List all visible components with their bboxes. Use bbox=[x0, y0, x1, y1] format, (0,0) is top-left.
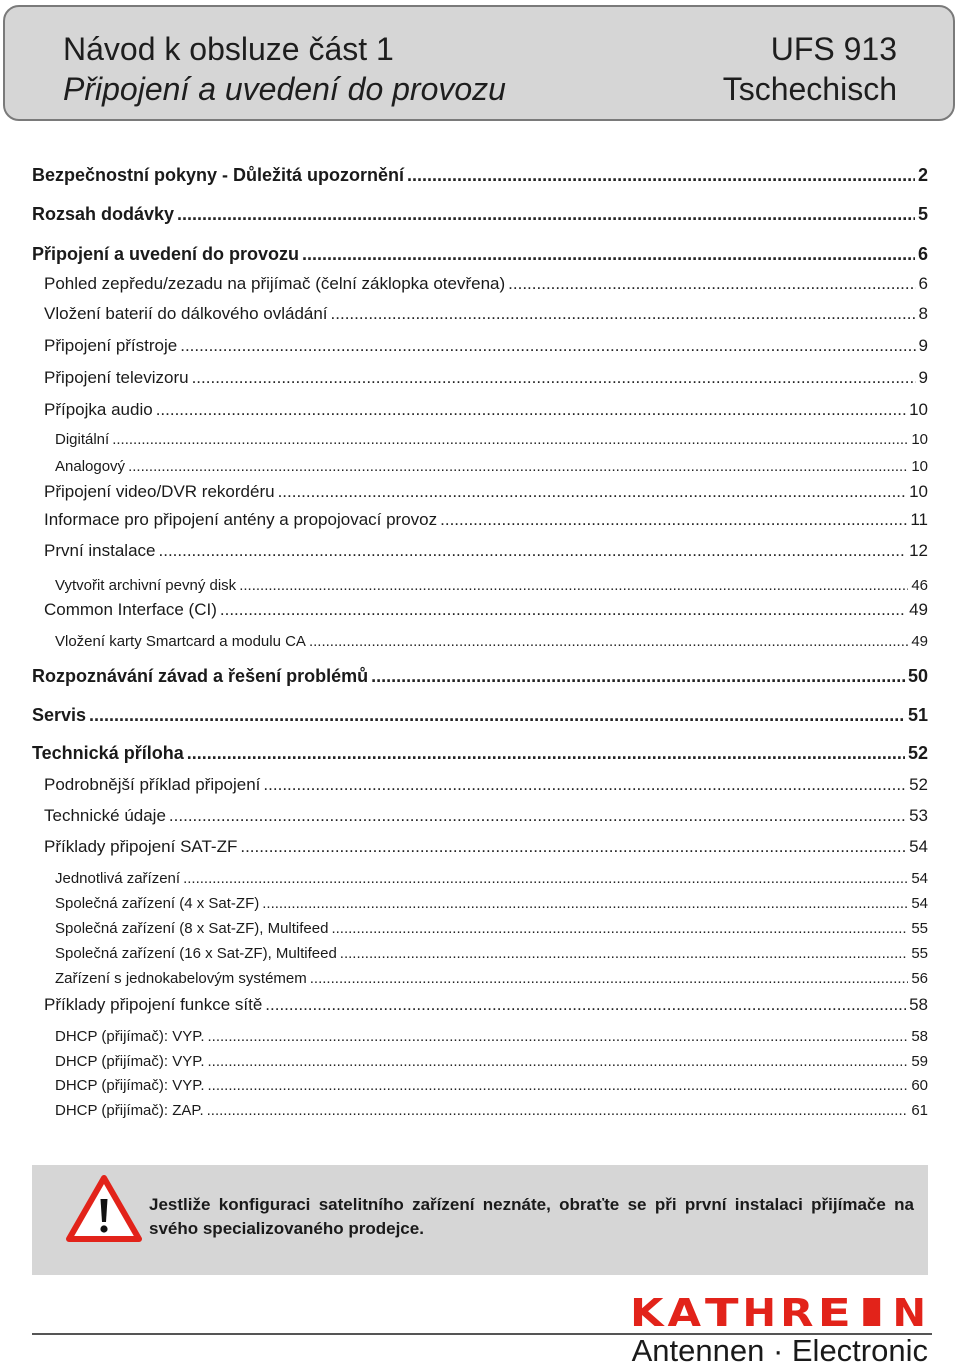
model-name: UFS 913 bbox=[770, 31, 897, 67]
language-label: Tschechisch bbox=[722, 71, 897, 107]
kathrein-logo-letters bbox=[630, 1296, 926, 1328]
toc-leader-dots bbox=[207, 1077, 908, 1094]
toc-entry[interactable] bbox=[32, 204, 928, 225]
toc-entry-title: Příklady připojení funkce sítě bbox=[44, 995, 263, 1014]
toc-entry-title: DHCP (přijímač): VYP. bbox=[55, 1028, 205, 1045]
toc-entry-title: Společná zařízení (8 x Sat-ZF), Multifeed bbox=[55, 920, 329, 937]
toc-entry-page: 56 bbox=[911, 970, 928, 987]
toc-entry-title: Vložení baterií do dálkového ovládání bbox=[44, 304, 328, 323]
toc-entry-page: 58 bbox=[911, 1028, 928, 1045]
toc-entry-title: Analogový bbox=[55, 458, 126, 475]
toc-entry[interactable] bbox=[32, 336, 928, 356]
toc-entry[interactable] bbox=[32, 541, 928, 561]
toc-leader-dots bbox=[207, 1028, 908, 1045]
toc-leader-dots bbox=[239, 577, 908, 594]
logo-letter: H bbox=[742, 1296, 777, 1328]
toc-entry-title: Digitální bbox=[55, 431, 110, 448]
toc-leader-dots bbox=[156, 400, 906, 420]
toc-leader-dots bbox=[310, 970, 909, 987]
logo-letter: E bbox=[817, 1296, 852, 1328]
toc-entry[interactable] bbox=[32, 705, 928, 726]
toc-entry[interactable] bbox=[32, 1053, 928, 1070]
toc-leader-dots bbox=[331, 304, 916, 324]
toc-entry-title: Technické údaje bbox=[44, 806, 166, 825]
logo-letter: N bbox=[892, 1296, 927, 1328]
kathrein-logo bbox=[628, 1296, 928, 1328]
toc-leader-dots bbox=[183, 870, 908, 887]
toc-leader-dots bbox=[263, 775, 906, 795]
toc-entry-page: 60 bbox=[911, 1077, 928, 1094]
toc-entry[interactable] bbox=[32, 577, 928, 594]
toc-entry[interactable] bbox=[32, 600, 928, 620]
toc-entry-title: Vložení karty Smartcard a modulu CA bbox=[55, 633, 306, 650]
toc-leader-dots bbox=[187, 743, 905, 764]
toc-leader-dots bbox=[220, 600, 906, 620]
toc-leader-dots bbox=[207, 1102, 909, 1119]
toc-entry[interactable] bbox=[32, 775, 928, 795]
toc-entry-page: 52 bbox=[907, 743, 928, 763]
toc-leader-dots bbox=[169, 806, 906, 826]
toc-entry-page: 2 bbox=[917, 165, 928, 185]
toc-entry-page: 52 bbox=[909, 775, 928, 794]
toc-leader-dots bbox=[159, 541, 907, 561]
toc-entry[interactable] bbox=[32, 368, 928, 388]
toc-entry-page: 6 bbox=[917, 244, 928, 264]
toc-entry-page: 8 bbox=[918, 304, 928, 323]
warning-triangle-icon bbox=[66, 1175, 142, 1243]
toc-entry[interactable] bbox=[32, 482, 928, 502]
toc-entry-page: 9 bbox=[918, 336, 928, 355]
toc-leader-dots bbox=[89, 705, 905, 726]
toc-entry[interactable] bbox=[32, 995, 928, 1015]
toc-leader-dots bbox=[240, 837, 906, 857]
toc-entry-title: Připojení přístroje bbox=[44, 336, 178, 355]
toc-leader-dots bbox=[508, 274, 915, 294]
toc-entry[interactable] bbox=[32, 510, 928, 530]
toc-entry-title: Jednotlivá zařízení bbox=[55, 870, 181, 887]
toc-entry[interactable] bbox=[32, 1102, 928, 1119]
toc-entry-title: Podrobnější příklad připojení bbox=[44, 775, 261, 794]
warning-text: Jestliže konfiguraci satelitního zařízení neznáte, obraťte se při první instalaci přijímače na svého specializovaného prodejce. bbox=[149, 1195, 914, 1238]
toc-entry-page: 5 bbox=[917, 204, 928, 224]
toc-entry-title: Přípojka audio bbox=[44, 400, 153, 419]
toc-leader-dots bbox=[440, 510, 907, 530]
toc-entry-title: Zařízení s jednokabelovým systémem bbox=[55, 970, 307, 987]
toc-leader-dots bbox=[112, 431, 908, 448]
toc-entry[interactable] bbox=[32, 165, 928, 186]
toc-entry-page: 55 bbox=[911, 945, 928, 962]
title-line-1: Návod k obsluze část 1 bbox=[63, 31, 394, 67]
toc-entry-page: 46 bbox=[911, 577, 928, 594]
toc-entry-title: První instalace bbox=[44, 541, 156, 560]
toc-entry-title: DHCP (přijímač): VYP. bbox=[55, 1053, 205, 1070]
toc-entry-title: Připojení video/DVR rekordéru bbox=[44, 482, 275, 501]
toc-entry-page: 50 bbox=[907, 666, 928, 686]
toc-leader-dots bbox=[180, 336, 915, 356]
toc-entry-page: 10 bbox=[909, 400, 928, 419]
toc-entry-title: Rozpoznávání závad a řešení problémů bbox=[32, 666, 369, 686]
toc-entry-page: 54 bbox=[909, 837, 928, 856]
title-line-2: Připojení a uvedení do provozu bbox=[63, 71, 506, 107]
toc-leader-dots bbox=[128, 458, 908, 475]
toc-entry-title: Společná zařízení (16 x Sat-ZF), Multifeed bbox=[55, 945, 337, 962]
toc-entry-page: 9 bbox=[918, 368, 928, 387]
toc-entry[interactable] bbox=[32, 304, 928, 324]
toc-leader-dots bbox=[407, 165, 915, 186]
toc-entry-title: Servis bbox=[32, 705, 87, 725]
toc-entry-page: 54 bbox=[911, 870, 928, 887]
toc-leader-dots bbox=[340, 945, 909, 962]
toc-entry[interactable] bbox=[32, 837, 928, 857]
logo-letter: T bbox=[705, 1296, 739, 1328]
toc-leader-dots bbox=[265, 995, 906, 1015]
logo-letter: R bbox=[780, 1296, 814, 1328]
toc-entry-page: 55 bbox=[911, 920, 928, 937]
toc-entry[interactable] bbox=[32, 870, 928, 887]
toc-entry-page: 54 bbox=[911, 895, 928, 912]
toc-leader-dots bbox=[177, 204, 915, 225]
toc-entry[interactable] bbox=[32, 633, 928, 650]
toc-entry[interactable] bbox=[32, 743, 928, 764]
toc-leader-dots bbox=[302, 244, 915, 265]
toc-entry-page: 11 bbox=[910, 510, 928, 529]
toc-entry-title: Vytvořit archivní pevný disk bbox=[55, 577, 237, 594]
toc-entry-page: 61 bbox=[911, 1102, 928, 1119]
toc-leader-dots bbox=[371, 666, 905, 687]
toc-entry-title: Common Interface (CI) bbox=[44, 600, 217, 619]
toc-entry[interactable] bbox=[32, 274, 928, 294]
toc-entry[interactable] bbox=[32, 244, 928, 265]
logo-letter: K bbox=[630, 1296, 666, 1328]
toc-entry-title: Společná zařízení (4 x Sat-ZF) bbox=[55, 895, 260, 912]
toc-entry-title: DHCP (přijímač): VYP. bbox=[55, 1077, 205, 1094]
toc-entry[interactable] bbox=[32, 806, 928, 826]
toc-entry-page: 49 bbox=[911, 633, 928, 650]
toc-entry[interactable] bbox=[32, 1077, 928, 1094]
toc-entry[interactable] bbox=[32, 431, 928, 448]
warning-box bbox=[32, 1165, 928, 1275]
toc-leader-dots bbox=[207, 1053, 908, 1070]
logo-letter: I bbox=[855, 1296, 889, 1328]
toc-leader-dots bbox=[309, 633, 908, 650]
toc-entry-title: Připojení televizoru bbox=[44, 368, 189, 387]
toc-entry-page: 58 bbox=[909, 995, 928, 1014]
model-info bbox=[723, 29, 897, 109]
toc-entry[interactable] bbox=[32, 400, 928, 420]
toc-entry[interactable] bbox=[32, 970, 928, 987]
toc-leader-dots bbox=[278, 482, 907, 502]
brand-tagline: Antennen · Electronic bbox=[631, 1333, 928, 1368]
toc-leader-dots bbox=[192, 368, 916, 388]
toc-entry-title: Technická příloha bbox=[32, 743, 184, 763]
toc-entry[interactable] bbox=[32, 666, 928, 687]
toc-entry-page: 6 bbox=[918, 274, 928, 293]
toc-entry-title: Rozsah dodávky bbox=[32, 204, 175, 224]
toc-leader-dots bbox=[262, 895, 908, 912]
toc-entry-page: 10 bbox=[911, 458, 928, 475]
toc-entry-title: Připojení a uvedení do provozu bbox=[32, 244, 300, 264]
logo-letter: A bbox=[667, 1296, 702, 1328]
toc-entry-page: 51 bbox=[907, 705, 928, 725]
toc-entry[interactable] bbox=[32, 920, 928, 937]
toc-entry-page: 12 bbox=[909, 541, 928, 560]
toc-entry[interactable] bbox=[32, 1028, 928, 1045]
toc-entry-page: 10 bbox=[911, 431, 928, 448]
toc-entry-title: Bezpečnostní pokyny - Důležitá upozornění bbox=[32, 165, 405, 185]
toc-entry-page: 59 bbox=[911, 1053, 928, 1070]
header-box bbox=[3, 5, 955, 121]
toc-entry-page: 53 bbox=[909, 806, 928, 825]
toc-entry-title: Informace pro připojení antény a propojovací provoz bbox=[44, 510, 438, 529]
toc-entry-title: Příklady připojení SAT-ZF bbox=[44, 837, 238, 856]
toc-leader-dots bbox=[331, 920, 908, 937]
toc-entry-title: Pohled zepředu/zezadu na přijímač (čelní záklopka otevřena) bbox=[44, 274, 506, 293]
toc-entry[interactable] bbox=[32, 458, 928, 475]
toc-entry[interactable] bbox=[32, 895, 928, 912]
toc-entry-page: 49 bbox=[909, 600, 928, 619]
toc-entry-title: DHCP (přijímač): ZAP. bbox=[55, 1102, 204, 1119]
toc-entry-page: 10 bbox=[909, 482, 928, 501]
document-title bbox=[63, 29, 506, 109]
toc-entry[interactable] bbox=[32, 945, 928, 962]
